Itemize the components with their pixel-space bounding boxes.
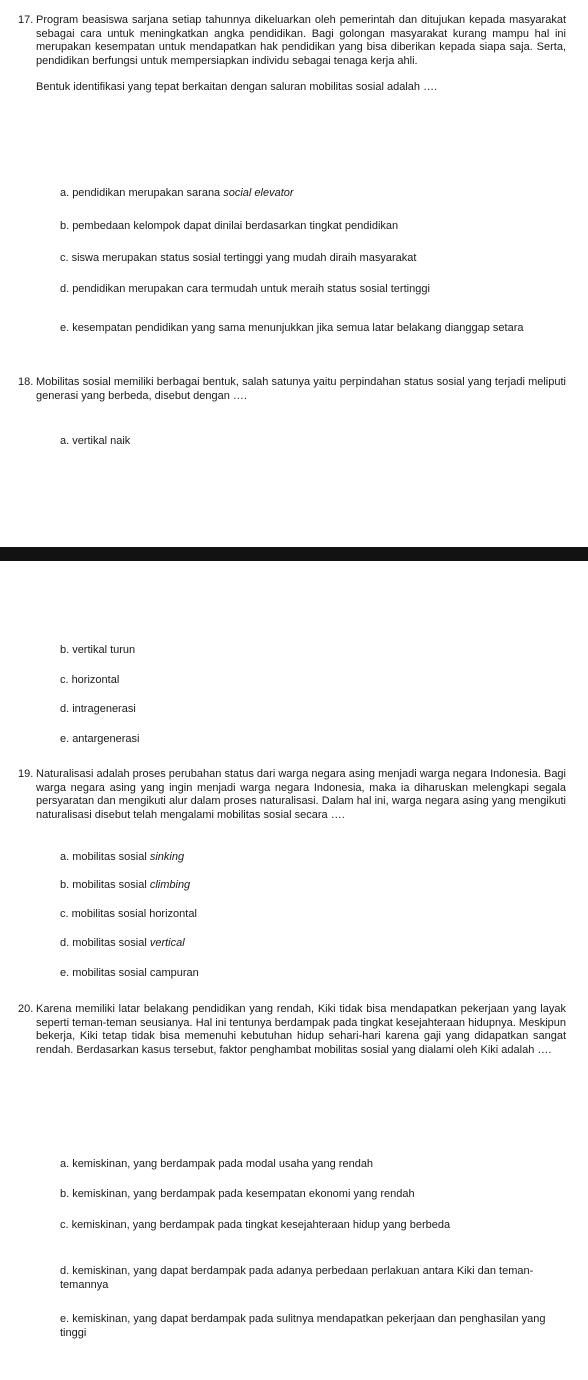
option-19b[interactable]: b. mobilitas sosial climbing [60, 879, 191, 891]
question-stem: Karena memiliki latar belakang pendidikan yang rendah, Kiki tidak bisa mendapatkan pekerjaan yang layak seperti teman-teman seusianya. Hal ini tentunya berdampak pada tingkat kesejahteraan hidupnya. Meskipun bekerja, Kiki tetap tidak bisa memenuhi kebutuhan hidup sehari-hari karena gaji yang didapatkan sangat rendah. Berdasarkan kasus tersebut, faktor penghambat mobilitas sosial yang dialami oleh Kiki adalah …. [36, 1003, 566, 1057]
question-number: 17. [18, 14, 34, 26]
option-20a[interactable]: a. kemiskinan, yang berdampak pada modal usaha yang rendah [60, 1158, 374, 1170]
option-20c[interactable]: c. kemiskinan, yang berdampak pada tingkat kesejahteraan hidup yang berbeda [60, 1219, 451, 1231]
question-number: 18. [18, 376, 34, 388]
option-20b[interactable]: b. kemiskinan, yang berdampak pada kesempatan ekonomi yang rendah [60, 1188, 415, 1200]
option-17b[interactable]: b. pembedaan kelompok dapat dinilai berdasarkan tingkat pendidikan [60, 220, 399, 232]
question-number: 19. [18, 768, 34, 780]
option-19c[interactable]: c. mobilitas sosial horizontal [60, 908, 197, 920]
question-stem: Mobilitas sosial memiliki berbagai bentuk, salah satunya yaitu perpindahan status sosial yang terjadi meliputi generasi yang berbeda, disebut dengan …. [36, 376, 566, 402]
option-19a[interactable]: a. mobilitas sosial sinking [60, 851, 185, 863]
question-number: 20. [18, 1003, 34, 1015]
option-19d[interactable]: d. mobilitas sosial vertical [60, 937, 185, 949]
option-20d[interactable]: d. kemiskinan, yang dapat berdampak pada adanya perbedaan perlakuan antara Kiki dan teman-temannya [60, 1265, 534, 1291]
question-prompt: Bentuk identifikasi yang tepat berkaitan dengan saluran mobilitas sosial adalah …. [36, 80, 438, 93]
question-18 [18, 376, 566, 403]
question-19 [18, 768, 566, 823]
option-17e[interactable]: e. kesempatan pendidikan yang sama menunjukkan jika semua latar belakang dianggap setara [60, 322, 524, 334]
option-18d[interactable]: d. intragenerasi [60, 703, 136, 715]
page-divider-band [0, 547, 588, 561]
question-stem: Naturalisasi adalah proses perubahan status dari warga negara asing menjadi warga negara Indonesia. Bagi warga negara asing yang ingin menjadi warga negara Indonesia, maka ia diharuskan melengkapi segala persyaratan dan mengikuti alur dalam proses naturalisasi. Dalam hal ini, warga negara asing yang mengikuti naturalisasi disebut telah mengalami mobilitas sosial secara …. [36, 768, 566, 822]
option-19e[interactable]: e. mobilitas sosial campuran [60, 967, 199, 979]
option-17d[interactable]: d. pendidikan merupakan cara termudah untuk meraih status sosial tertinggi [60, 283, 430, 295]
option-18e[interactable]: e. antargenerasi [60, 733, 140, 745]
question-17 [18, 14, 566, 95]
option-17a[interactable]: a. pendidikan merupakan sarana social elevator [60, 187, 294, 199]
option-17c[interactable]: c. siswa merupakan status sosial tertinggi yang mudah diraih masyarakat [60, 252, 417, 264]
option-20e[interactable]: e. kemiskinan, yang dapat berdampak pada sulitnya mendapatkan pekerjaan dan penghasilan yang tinggi [60, 1313, 546, 1339]
option-18b[interactable]: b. vertikal turun [60, 644, 136, 656]
option-18a[interactable]: a. vertikal naik [60, 435, 131, 447]
question-stem: Program beasiswa sarjana setiap tahunnya dikeluarkan oleh pemerintah dan ditujukan kepada masyarakat sebagai cara untuk meningkatkan angka pendidikan. Bagi golongan masyarakat kurang mampu hal ini merupakan kesempatan untuk mendapatkan hak pendidikan yang bisa diberikan kepada siapa saja. Serta, pendidikan berfungsi untuk mempersiapkan individu sebagai tenaga kerja ahli. [36, 14, 566, 68]
question-20 [18, 1003, 566, 1058]
option-18c[interactable]: c. horizontal [60, 674, 120, 686]
